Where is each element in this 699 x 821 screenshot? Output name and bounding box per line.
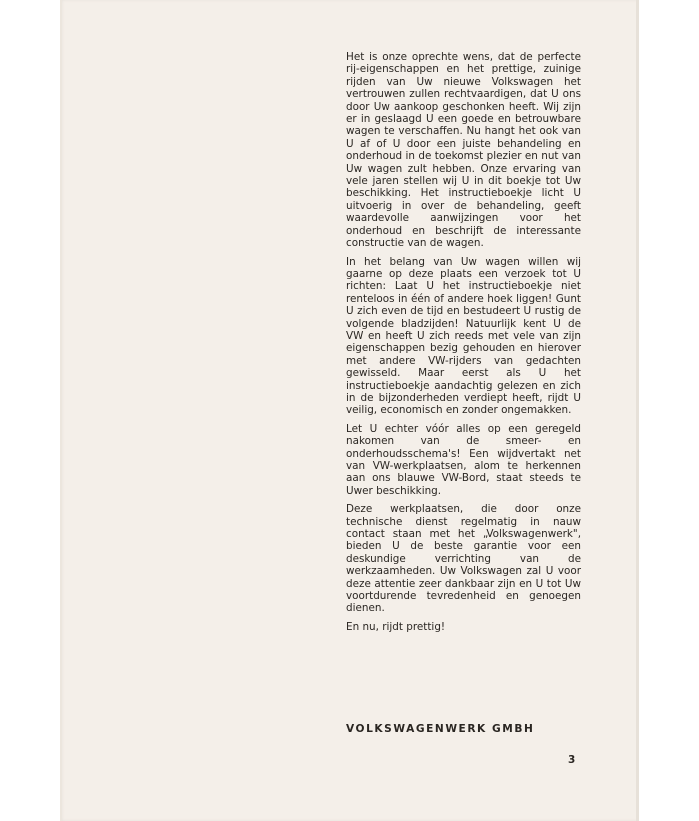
paragraph-workshops: Deze werkplaatsen, die door onze technische dienst regelmatig in nauw contact staan met het „Volkswagenwerk", bieden U de beste garantie voor een deskundige verrichting van de werkzaamheden. Uw Volkswagen zal U voor deze attentie zeer dankbaar zijn en U tot Uw voortdurende tevredenheid en genoegen dienen. [346, 503, 581, 615]
book-page [60, 0, 639, 821]
body-text [346, 51, 581, 633]
paragraph-intro: Het is onze oprechte wens, dat de perfecte rij-eigenschappen en het prettige, zuinige rijden van Uw nieuwe Volkswagen het vertrouwen zullen rechtvaardigen, dat U ons door Uw aankoop geschonken heeft. Wij zijn er in geslaagd U een goede en betrouwbare wagen te verschaffen. Nu hangt het ook van U af of U door een juiste behandeling en onderhoud in de toekomst plezier en nut van Uw wagen zult hebben. Onze ervaring van vele jaren stellen wij U in dit boekje tot Uw beschikking. Het instructieboekje licht U uitvoerig in over de behandeling, geeft waardevolle aanwijzingen voor het onderhoud en beschrijft de interessante constructie van de wagen. [346, 51, 581, 250]
page-number: 3 [568, 754, 576, 766]
paragraph-maintenance: Let U echter vóór alles op een geregeld nakomen van de smeer- en onderhoudsschema's! Een wijdvertakt net van VW-werkplaatsen, alom te herkennen aan ons blauwe VW-Bord, staat steeds te Uwer beschikking. [346, 422, 581, 497]
company-signature: VOLKSWAGENWERK GMBH [346, 723, 535, 735]
paragraph-request: In het belang van Uw wagen willen wij gaarne op deze plaats een verzoek tot U richten: Laat U het instructieboekje niet renteloos in één of andere hoek liggen! Gunt U zich even de tijd en bestudeert U rustig de volgende bladzijden! Natuurlijk kent U de VW en heeft U zich reeds met vele van zijn eigenschappen bezig gehouden en hierover met andere VW-rijders van gedachten gewisseld. Maar eerst als U het instructieboekje aandachtig gelezen en zich in de bijzonderheden verdiept heeft, rijdt U veilig, economisch en zonder ongemakken. [346, 255, 581, 417]
closing-line: En nu, rijdt prettig! [346, 620, 446, 633]
page-left-edge [60, 0, 62, 821]
page-right-edge [636, 0, 639, 821]
